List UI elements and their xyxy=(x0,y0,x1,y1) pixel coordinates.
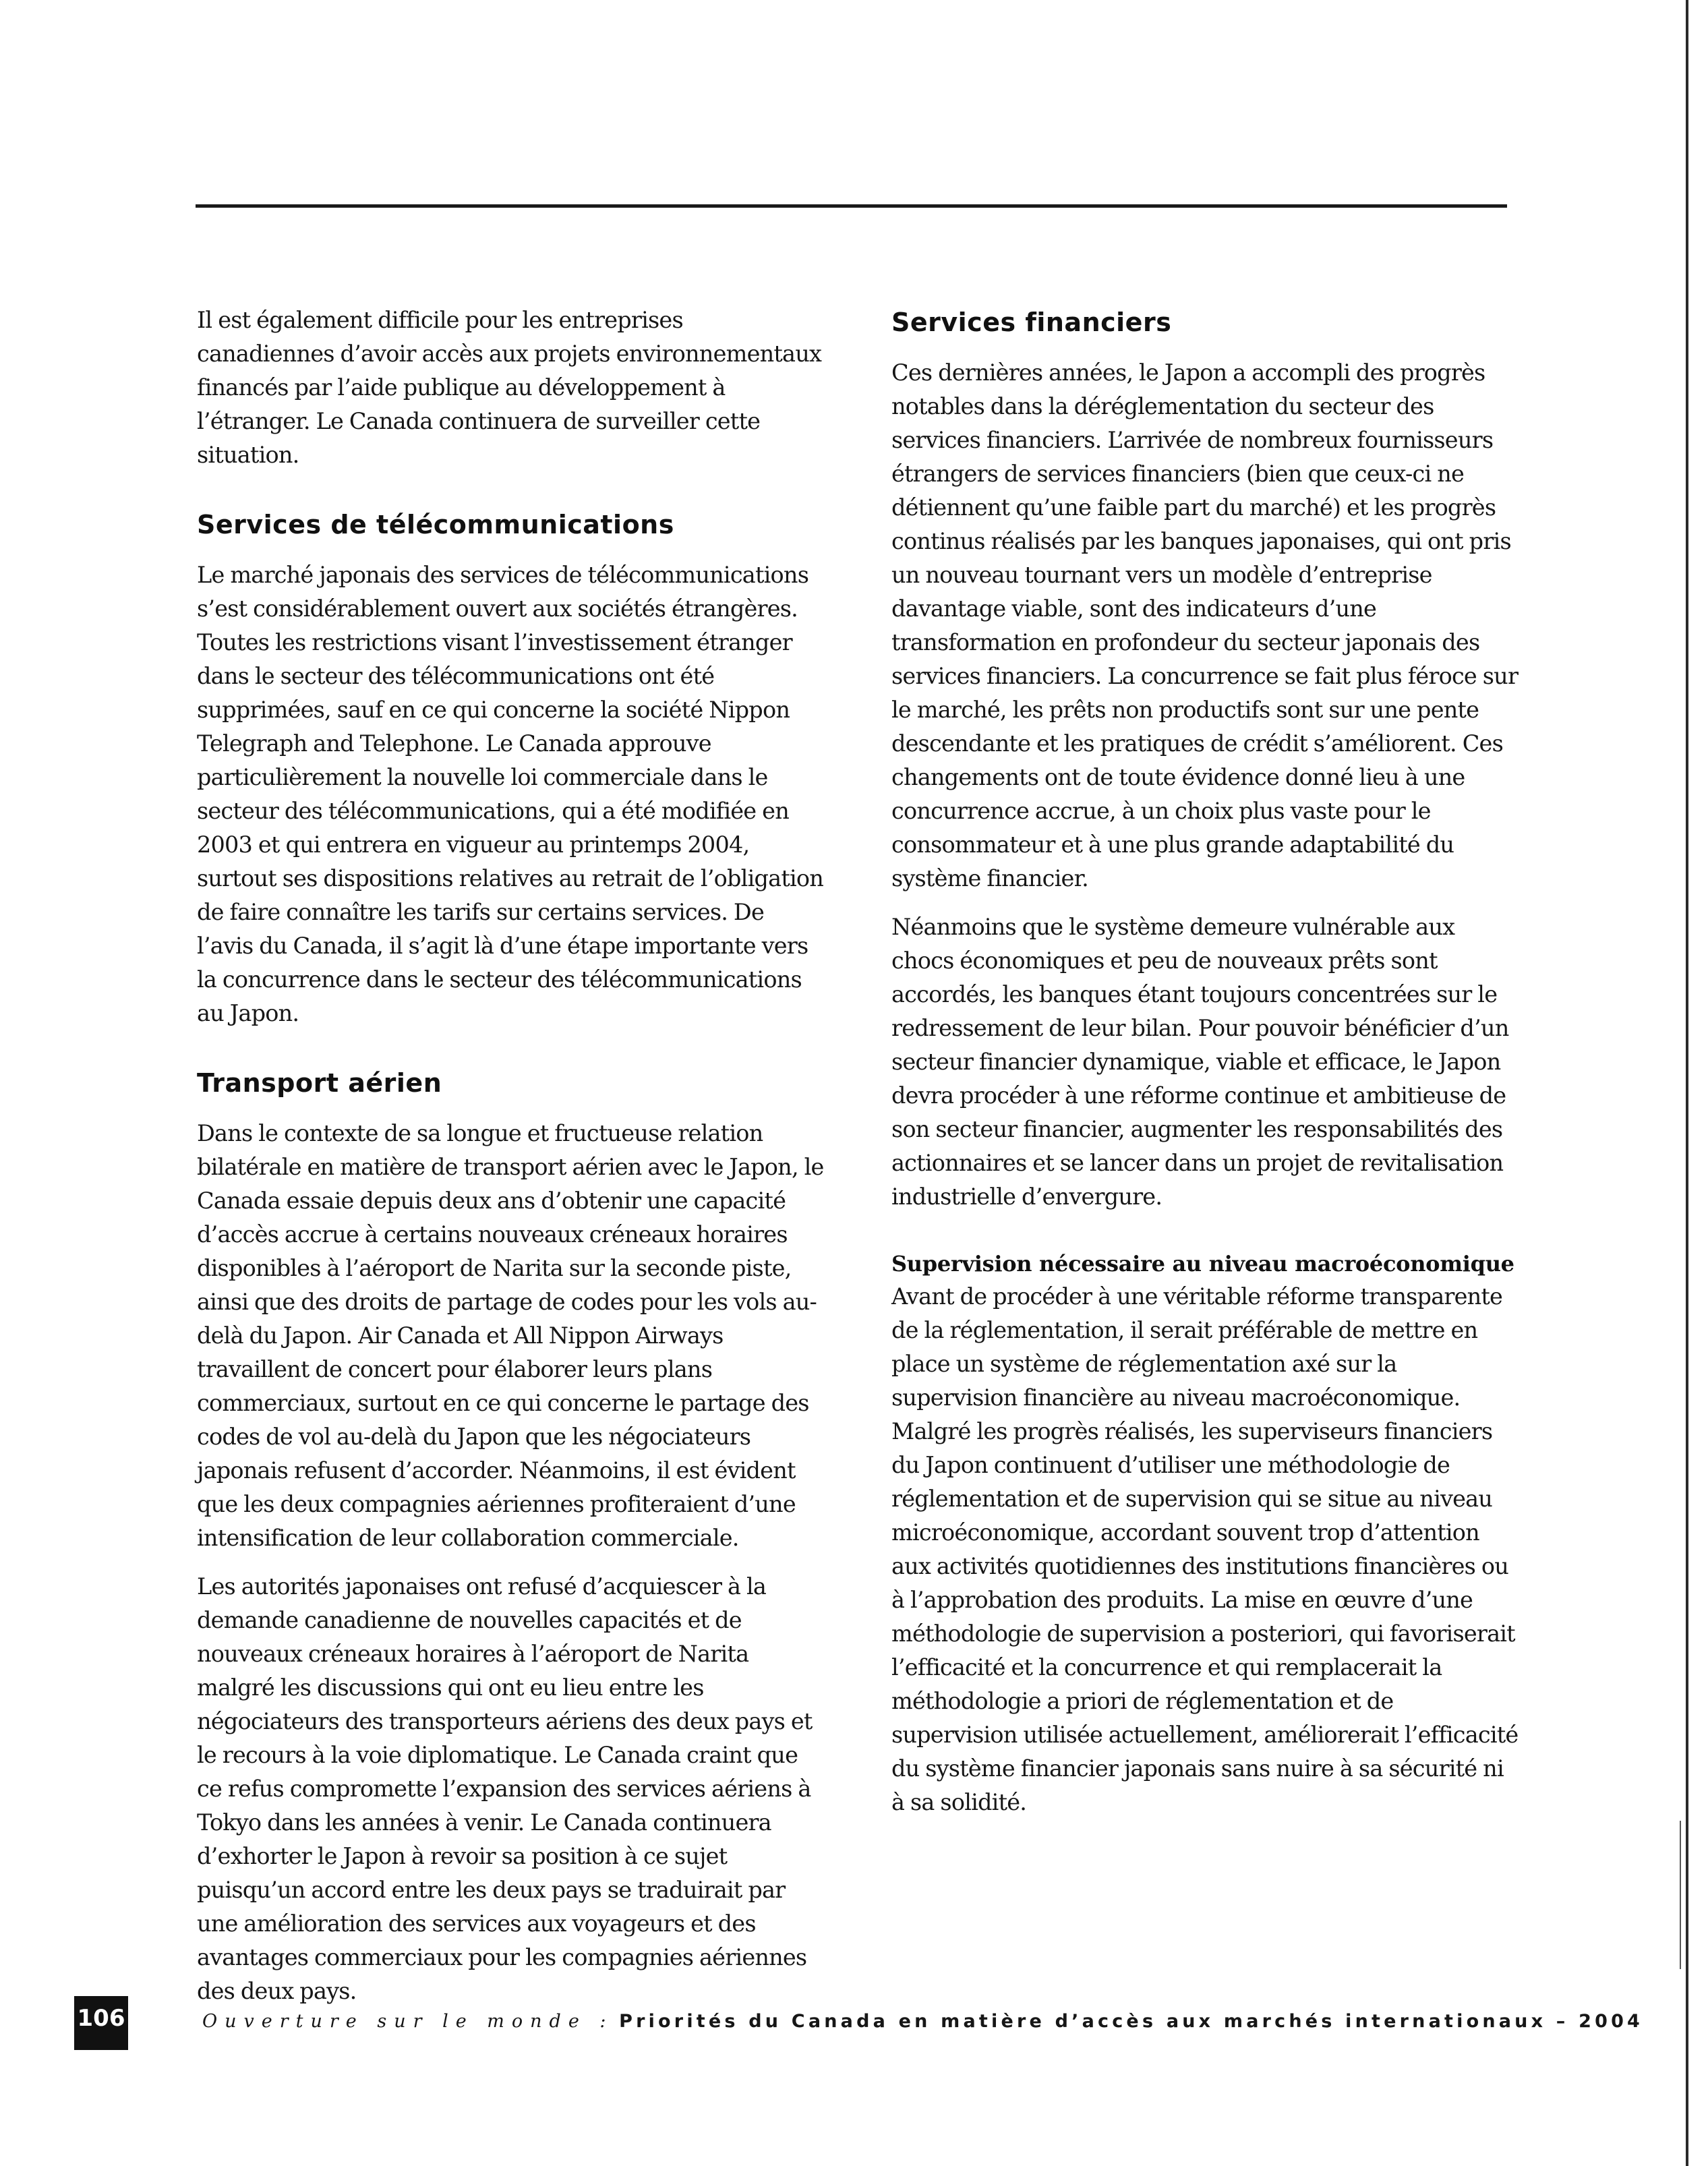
footer-title-line xyxy=(202,2008,1643,2035)
air-transport-heading: Transport aérien xyxy=(197,1068,442,1098)
intro-paragraph: Il est également difficile pour les entreprises canadiennes d’avoir accès aux projets environnementaux financés par l’aide publique au développement à l’étranger. Le Canada continuera de surveiller cette situation. xyxy=(197,307,822,468)
header-rule xyxy=(196,204,1507,208)
scan-edge-line-secondary xyxy=(1680,1821,1681,1969)
financial-heading: Services financiers xyxy=(891,308,1172,337)
publication-subtitle: Priorités du Canada en matière d’accès aux marchés internationaux – 2004 xyxy=(619,2011,1644,2032)
scan-edge-line xyxy=(1686,0,1688,2166)
page-number: 106 xyxy=(74,1996,128,2050)
right-column xyxy=(891,303,1519,1819)
telecom-paragraph: Le marché japonais des services de télécommunications s’est considérablement ouvert aux sociétés étrangères. Toutes les restrictions visant l’investissement étranger dans le secteur des télécommunications ont été supprimées, sauf en ce qui concerne la société Nippon Telegraph and Telephone. Le Canada approuve particulièrement la nouvelle loi commerciale dans le secteur des télécommunications, qui a été modifiée en 2003 et qui entrera en vigueur au printemps 2004, surtout ses dispositions relatives au retrait de l’obligation de faire connaître les tarifs sur certains services. De l’avis du Canada, il s’agit là d’une étape importante vers la concurrence dans le secteur des télécommunications au Japon. xyxy=(197,562,824,1026)
left-column xyxy=(197,303,824,2008)
air-transport-paragraph-2: Les autorités japonaises ont refusé d’acquiescer à la demande canadienne de nouvelles capacités et de nouveaux créneaux horaires à l’aéroport de Narita malgré les discussions qui ont eu lieu entre les négociateurs des transporteurs aériens des deux pays et le recours à la voie diplomatique. Le Canada craint que ce refus compromette l’expansion des services aériens à Tokyo dans les années à venir. Le Canada continuera d’exhorter le Japon à revoir sa position à ce sujet puisqu’un accord entre les deux pays se traduirait par une amélioration des services aux voyageurs et des avantages commerciaux pour les compagnies aériennes des deux pays. xyxy=(197,1573,813,2004)
page-footer xyxy=(74,1996,1644,2050)
financial-paragraph-1: Ces dernières années, le Japon a accompli des progrès notables dans la déréglementation du secteur des services financiers. L’arrivée de nombreux fournisseurs étrangers de services financiers (bien que ceux-ci ne détiennent qu’une faible part du marché) et les progrès continus réalisés par les banques japonaises, qui ont pris un nouveau tournant vers un modèle d’entreprise davantage viable, sont des indicateurs d’une transformation en profondeur du secteur japonais des services financiers. La concurrence se fait plus féroce sur le marché, les prêts non productifs sont sur une pente descendante et les pratiques de crédit s’améliorent. Ces changements ont de toute évidence donné lieu à une concurrence accrue, à un choix plus vaste pour le consommateur et à une plus grande adaptabilité du système financier. xyxy=(891,359,1519,891)
supervision-paragraph: Avant de procéder à une véritable réforme transparente de la réglementation, il serait préférable de mettre en place un système de réglementation axé sur la supervision financière au niveau macroéconomique. Malgré les progrès réalisés, les superviseurs financiers du Japon continuent d’utiliser une méthodologie de réglementation et de supervision qui se situe au niveau microéconomique, accordant souvent trop d’attention aux activités quotidiennes des institutions financières ou à l’approbation des produits. La mise en œuvre d’une méthodologie de supervision a posteriori, qui favoriserait l’efficacité et la concurrence et qui remplacerait la méthodologie a priori de réglementation et de supervision utilisée actuellement, améliorerait l’efficacité du système financier japonais sans nuire à sa sécurité ni à sa solidité. xyxy=(891,1283,1519,1815)
telecom-heading: Services de télécommunications xyxy=(197,510,674,539)
financial-paragraph-2: Néanmoins que le système demeure vulnérable aux chocs économiques et peu de nouveaux prêts sont accordés, les banques étant toujours concentrées sur le redressement de leur bilan. Pour pouvoir bénéficier d’un secteur financier dynamique, viable et efficace, le Japon devra procéder à une réforme continue et ambitieuse de son secteur financier, augmenter les responsabilités des actionnaires et se lancer dans un projet de revitalisation industrielle d’envergure. xyxy=(891,914,1509,1210)
supervision-heading: Supervision nécessaire au niveau macroéconomique xyxy=(891,1251,1514,1277)
air-transport-paragraph-1: Dans le contexte de sa longue et fructueuse relation bilatérale en matière de transport aérien avec le Japon, le Canada essaie depuis deux ans d’obtenir une capacité d’accès accrue à certains nouveaux créneaux horaires disponibles à l’aéroport de Narita sur la seconde piste, ainsi que des droits de partage de codes pour les vols au-delà du Japon. Air Canada et All Nippon Airways travaillent de concert pour élaborer leurs plans commerciaux, surtout en ce qui concerne le partage des codes de vol au-delà du Japon que les négociateurs japonais refusent d’accorder. Néanmoins, il est évident que les deux compagnies aériennes profiteraient d’une intensification de leur collaboration commerciale. xyxy=(197,1120,824,1551)
publication-title: Ouverture sur le monde : xyxy=(202,2011,614,2032)
